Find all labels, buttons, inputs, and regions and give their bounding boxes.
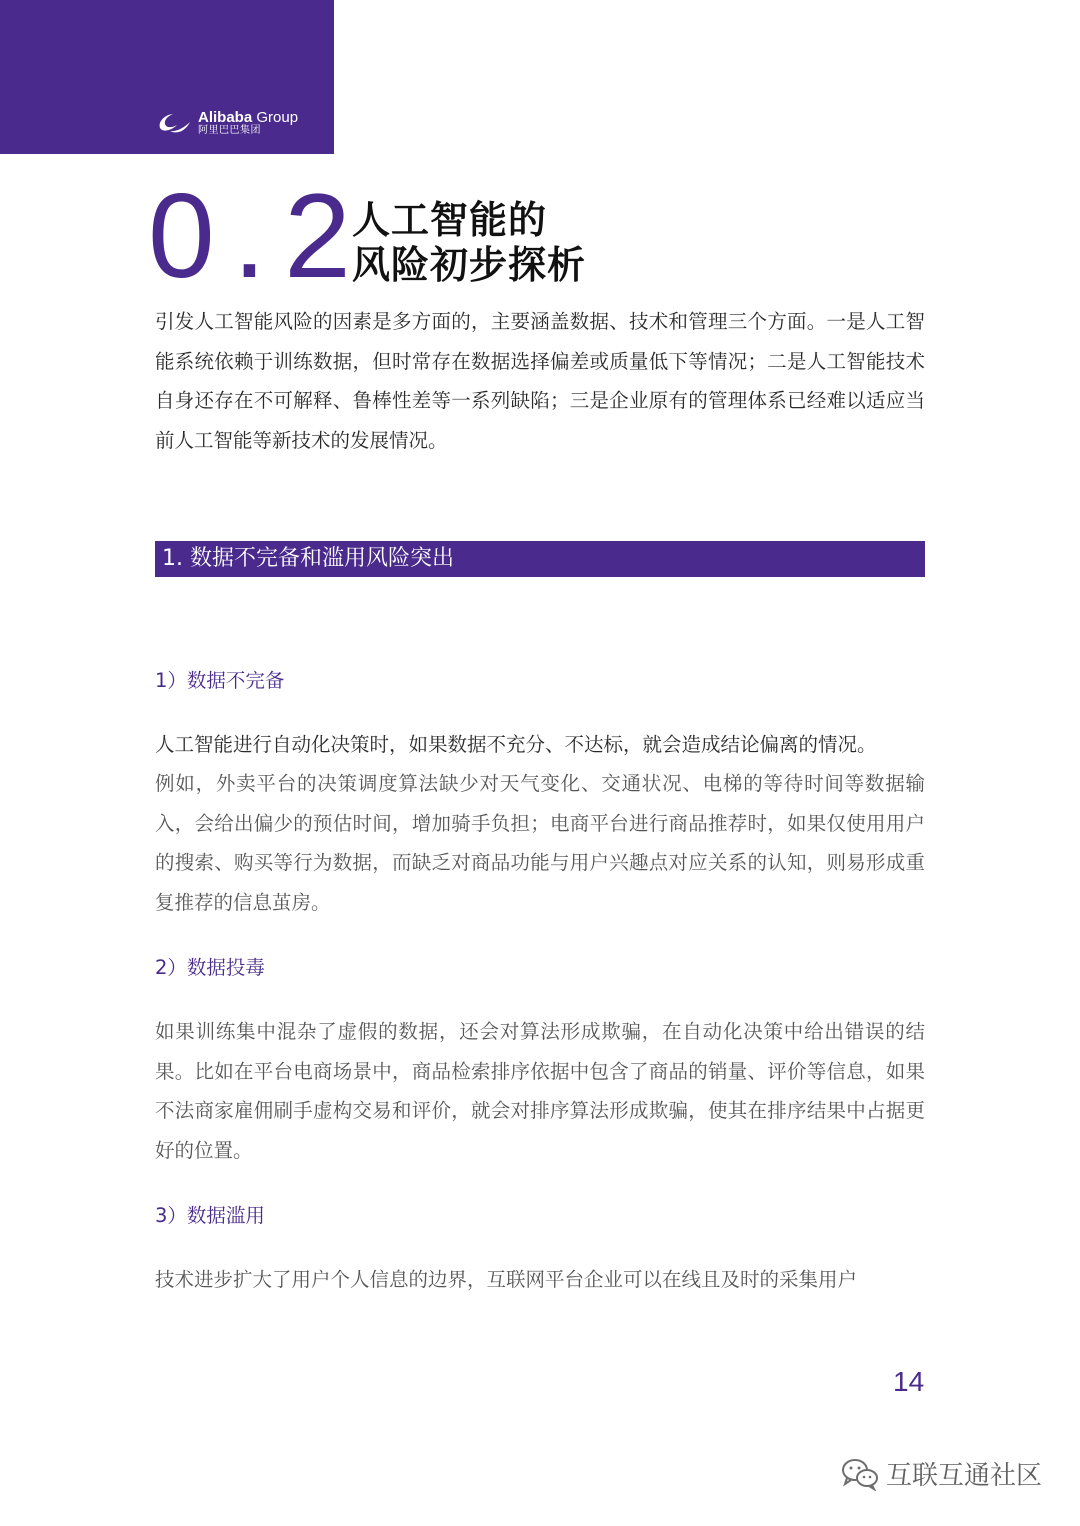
watermark bbox=[840, 1455, 1042, 1492]
section-title-line2: 风险初步探析 bbox=[352, 243, 587, 287]
brand-header-block bbox=[0, 0, 334, 154]
watermark-text: 互联互通社区 bbox=[886, 1461, 1043, 1491]
data-poisoning-body: 如果训练集中混杂了虚假的数据，还会对算法形成欺骗，在自动化决策中给出错误的结果。比如在平台电商场景中，商品检索排序依据中包含了商品的销量、评价等信息，如果不法商家雇佣刷手虚构交易和评价，就会对排序算法形成欺骗，使其在排序结果中占据更好的位置。 bbox=[155, 1020, 925, 1162]
incomplete-data-body: 例如，外卖平台的决策调度算法缺少对天气变化、交通状况、电梯的等待时间等数据输入，会给出偏少的预估时间，增加骑手负担；电商平台进行商品推荐时，如果仅使用用户的搜索、购买等行为数据，而缺乏对商品功能与用户兴趣点对应关系的认知，则易形成重复推荐的信息茧房。 bbox=[155, 772, 925, 914]
incomplete-data-lead: 人工智能进行自动化决策时，如果数据不充分、不达标，就会造成结论偏离的情况。 bbox=[155, 733, 877, 756]
alibaba-smile-icon bbox=[156, 110, 194, 136]
section-title bbox=[352, 198, 586, 288]
section-number: 0.2 bbox=[148, 169, 369, 303]
data-abuse-body: 技术进步扩大了用户个人信息的边界，互联网平台企业可以在线且及时的采集用户 bbox=[155, 1268, 858, 1291]
subheading-data-abuse: 3）数据滥用 bbox=[155, 1204, 265, 1227]
section-title-line1: 人工智能的 bbox=[352, 198, 548, 242]
page-number: 14 bbox=[893, 1366, 925, 1397]
subheading-incomplete-data: 1）数据不完备 bbox=[155, 669, 285, 692]
wechat-icon bbox=[840, 1457, 880, 1491]
intro-paragraph: 引发人工智能风险的因素是多方面的，主要涵盖数据、技术和管理三个方面。一是人工智能系统依赖于训练数据，但时常存在数据选择偏差或质量低下等情况；二是人工智能技术自身还存在不可解释、鲁棒性差等一系列缺陷；三是企业原有的管理体系已经难以适应当前人工智能等新技术的发展情况。 bbox=[155, 310, 925, 452]
section-heading-bar: 1. 数据不完备和滥用风险突出 bbox=[155, 541, 925, 577]
brand-name-en: Alibaba Group bbox=[198, 109, 299, 126]
alibaba-group-logo bbox=[156, 110, 298, 136]
subheading-data-poisoning: 2）数据投毒 bbox=[155, 956, 265, 979]
brand-name-cn: 阿里巴巴集团 bbox=[198, 125, 261, 136]
